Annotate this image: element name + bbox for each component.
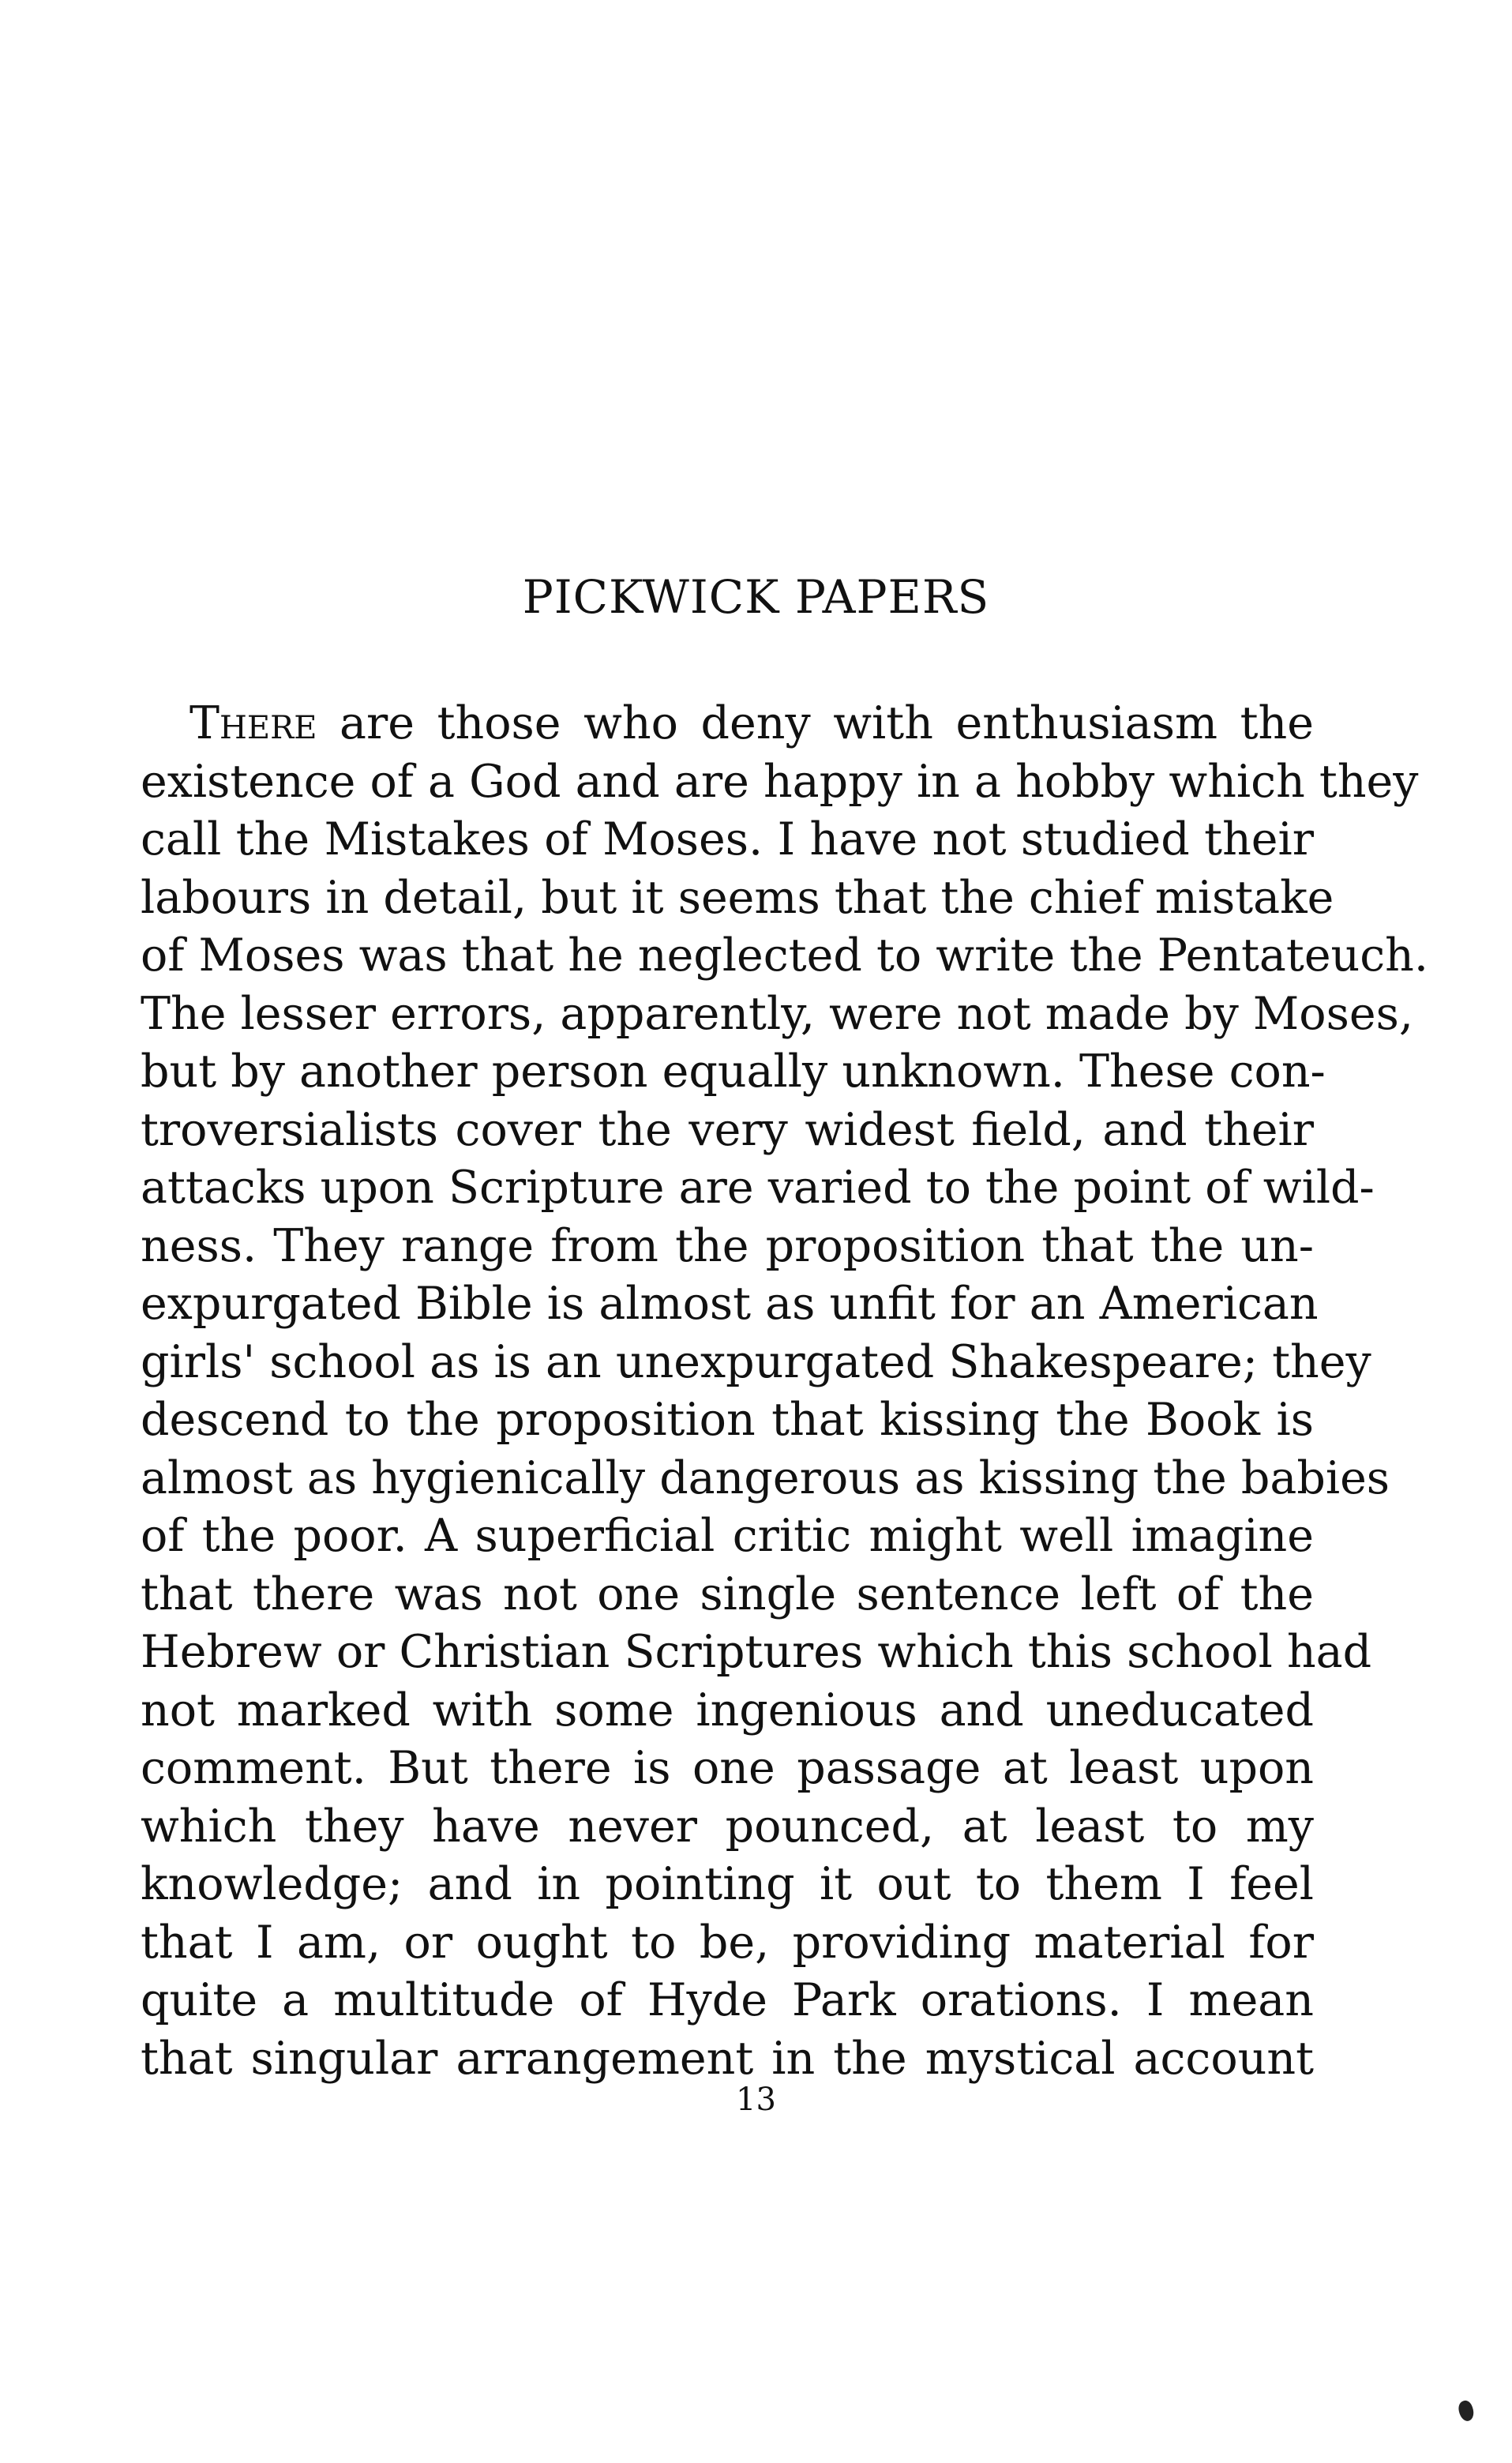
text-line: not marked with some ingenious and uneducated <box>141 1684 1314 1736</box>
text-line: ness. They range from the proposition that the un- <box>141 1219 1314 1272</box>
text-line: expurgated Bible is almost as unfit for an American <box>141 1278 1319 1330</box>
text-line: call the Mistakes of Moses. I have not studied their <box>141 813 1314 865</box>
first-line-rest: are those who deny with enthusiasm the <box>317 697 1314 749</box>
page-title: PICKWICK PAPERS <box>522 570 990 624</box>
text-line: that singular arrangement in the mystical account <box>141 2032 1314 2085</box>
text-line: troversialists cover the very widest field, and their <box>141 1103 1314 1156</box>
ink-speck <box>1456 2399 1476 2424</box>
text-line: descend to the proposition that kissing the Book is <box>141 1394 1314 1446</box>
text-line: attacks upon Scripture are varied to the point of wild- <box>141 1162 1375 1214</box>
text-line: of the poor. A superficial critic might well imagine <box>141 1510 1314 1562</box>
text-line: girls' school as is an unexpurgated Shakespeare; they <box>141 1335 1371 1388</box>
text-line: but by another person equally unknown. These con- <box>141 1046 1326 1098</box>
text-line: knowledge; and in pointing it out to them I feel <box>141 1858 1314 1910</box>
text-line-1 <box>141 695 1314 753</box>
body-paragraph <box>141 695 1429 2088</box>
opening-word: There <box>189 697 317 749</box>
text-line: existence of a God and are happy in a hobby which they <box>141 755 1419 808</box>
text-line: Hebrew or Christian Scriptures which this school had <box>141 1626 1372 1678</box>
text-line: that there was not one single sentence left of the <box>141 1568 1314 1620</box>
text-line: labours in detail, but it seems that the chief mistake <box>141 871 1334 924</box>
text-line: quite a multitude of Hyde Park orations. I mean <box>141 1974 1314 2026</box>
text-line: that I am, or ought to be, providing material for <box>141 1916 1314 1969</box>
text-line: The lesser errors, apparently, were not made by Moses, <box>141 987 1413 1040</box>
text-line: comment. But there is one passage at least upon <box>141 1742 1314 1794</box>
text-line: of Moses was that he neglected to write the Pentateuch. <box>141 929 1429 982</box>
page-number: 13 <box>736 2082 776 2118</box>
text-line: almost as hygienically dangerous as kissing the babies <box>141 1451 1390 1504</box>
text-line: which they have never pounced, at least to my <box>141 1800 1314 1853</box>
